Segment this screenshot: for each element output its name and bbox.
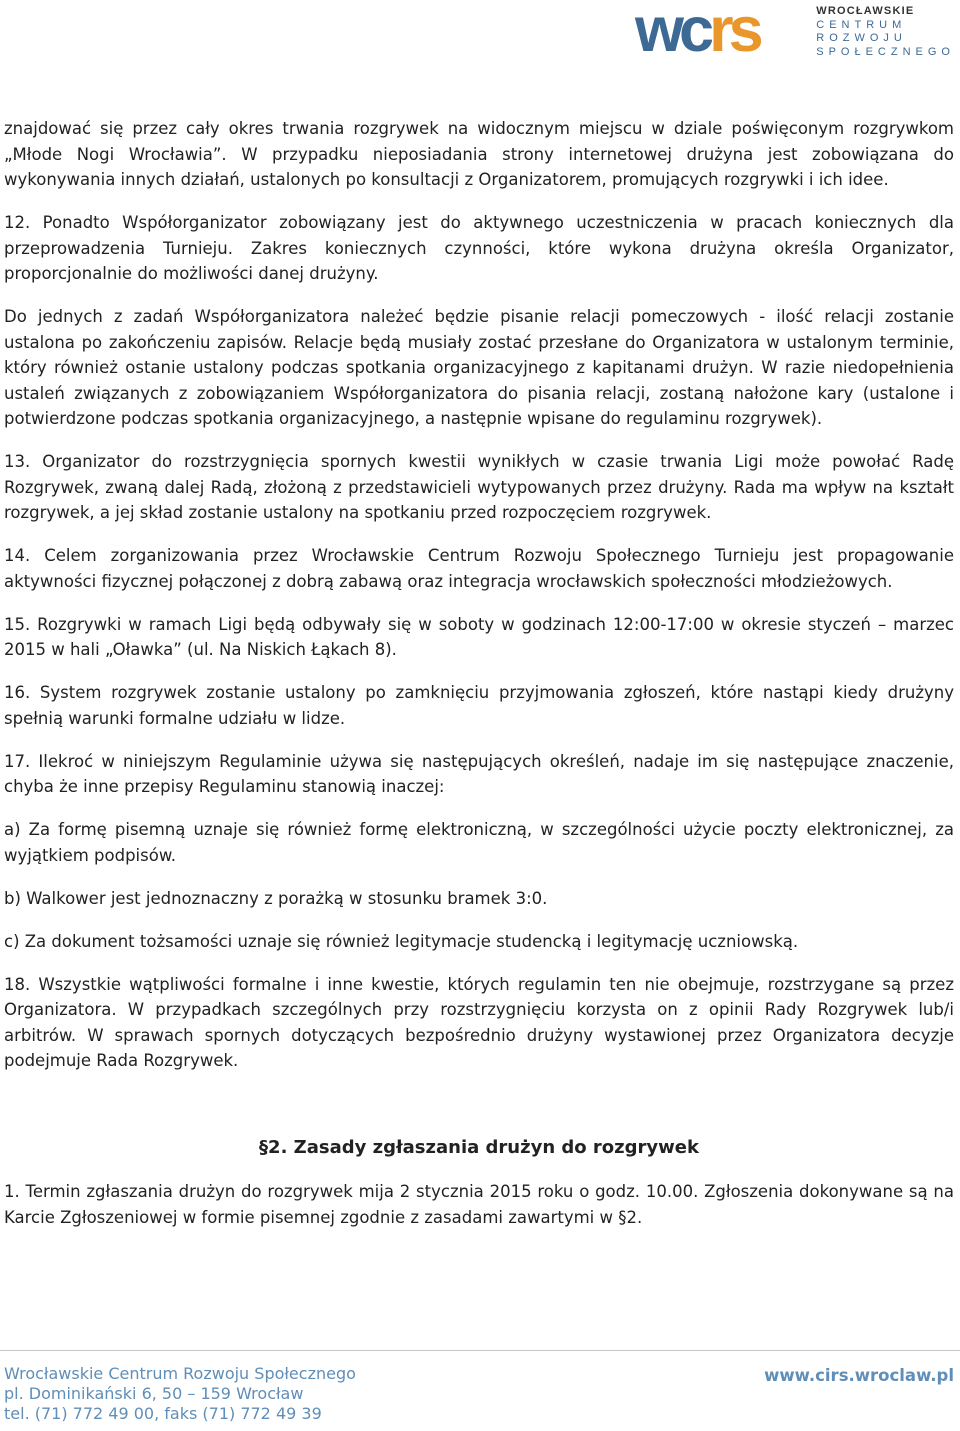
paragraph-14: 14. Celem zorganizowania przez Wrocławskie Centrum Rozwoju Społecznego Turnieju jest propagowanie aktywności fizycznej połączonej z dobrą zabawą oraz integracja wrocławskich społeczności młodzieżowych. xyxy=(4,546,954,591)
paragraph-16: 16. System rozgrywek zostanie ustalony po zamknięciu przyjmowania zgłoszeń, które nastąpi kiedy drużyny spełnią warunki formalne udziału w lidze. xyxy=(4,683,954,728)
paragraph-18: 18. Wszystkie wątpliwości formalne i inne kwestie, których regulamin ten nie obejmuje, rozstrzygane są przez Organizatora. W przypadkach szczególnych przy rozstrzygnięciu korzysta on z opinii Rady Rozgrywek lub/i arbitrów. W sprawach spornych dotyczących bezpośrednio drużyny wystawionej przez Organizatora decyzje podejmuje Rada Rozgrywek. xyxy=(4,974,954,1070)
logo-letter-s: s xyxy=(728,0,759,65)
section-title: §2. Zasady zgłaszania drużyn do rozgrywek xyxy=(259,1136,699,1158)
logo-tagline xyxy=(816,5,955,59)
paragraph-17: 17. Ilekroć w niniejszym Regulaminie używa się następujących określeń, nadaje im się następujące znaczenie, chyba że inne przepisy Regulaminu stanowią inaczej: xyxy=(4,751,954,796)
logo-letter-c: c xyxy=(679,0,710,65)
paragraph-17a: a) Za formę pisemną uznaje się również formę elektroniczną, w szczególności użycie poczty elektronicznej, za wyjątkiem podpisów. xyxy=(4,820,954,865)
logo-line-1: WROCŁAWSKIE xyxy=(816,5,915,17)
paragraph-17b: b) Walkower jest jednoznaczny z porażką w stosunku bramek 3:0. xyxy=(4,888,548,908)
paragraph-12: 12. Ponadto Współorganizator zobowiązany jest do aktywnego uczestniczenia w pracach koniecznych dla przeprowadzenia Turnieju. Zakres koniecznych czynności, które wykona drużyna określa Organizator, proporcjonalnie do możliwości danej drużyny. xyxy=(4,213,954,283)
logo-line-3: ROZWOJU xyxy=(816,32,907,44)
logo-line-2: CENTRUM xyxy=(816,18,907,31)
footer-address: pl. Dominikański 6, 50 – 159 Wrocław xyxy=(4,1384,304,1403)
paragraph-15: 15. Rozgrywki w ramach Ligi będą odbywały się w soboty w godzinach 12:00-17:00 w okresie styczeń – marzec 2015 w hali „Oławka” (ul. Na Niskich Łąkach 8). xyxy=(4,614,954,659)
footer-divider xyxy=(0,1350,960,1351)
footer-org-name: Wrocławskie Centrum Rozwoju Społecznego xyxy=(4,1364,356,1383)
footer-website-link[interactable]: www.cirs.wroclaw.pl xyxy=(764,1366,954,1385)
section-paragraph-1: 1. Termin zgłaszania drużyn do rozgrywek mija 2 stycznia 2015 roku o godz. 10.00. Zgłoszenia dokonywane są na Karcie Zgłoszeniowej w formie pisemnej zgodnie z zasadami zawartymi w §2. xyxy=(4,1182,954,1227)
footer-phone: tel. (71) 772 49 00, faks (71) 772 49 39 xyxy=(4,1404,322,1423)
wcrs-logo xyxy=(635,0,955,65)
paragraph-intro: znajdować się przez cały okres trwania rozgrywek na widocznym miejscu w dziale poświęconym rozgrywkom „Młode Nogi Wrocławia”. W przypadku nieposiadania strony internetowej drużyna jest zobowiązana do wykonywania innych działań, ustalonych po konsultacji z Organizatorem, promujących rozgrywki i ich idee. xyxy=(4,119,954,189)
logo-letter-r: r xyxy=(709,0,729,65)
logo-line-4: SPOŁECZNEGO xyxy=(816,45,955,58)
paragraph-12-relations: Do jednych z zadań Współorganizatora należeć będzie pisanie relacji pomeczowych - ilość relacji zostanie ustalona po zakończeniu zapisów. Relacje będą musiały zostać przesłane do Organizatora w ustalonym terminie, który również ostanie ustalony podczas spotkania organizacyjnego z kapitanami drużyn. W razie niedopełnienia ustaleń związanych z zobowiązaniem Współorganizatora do pisania relacji, zostaną nałożone kary (ustalone i potwierdzone podczas spotkania organizacyjnego, a następnie wpisane do regulaminu rozgrywek). xyxy=(4,307,954,428)
paragraph-13: 13. Organizator do rozstrzygnięcia spornych kwestii wynikłych w czasie trwania Ligi może powołać Radę Rozgrywek, zwaną dalej Radą, złożoną z przedstawicieli wytypowanych przez drużyny. Rada ma wpływ na kształt rozgrywek, a jej skład zostanie ustalony na spotkaniu przed rozpoczęciem rozgrywek. xyxy=(4,452,954,522)
paragraph-17c: c) Za dokument tożsamości uznaje się również legitymacje studencką i legitymację uczniowską. xyxy=(4,931,799,951)
document-body xyxy=(4,116,954,1248)
logo-wordmark xyxy=(635,0,808,65)
logo-letter-w: w xyxy=(635,0,680,65)
footer-contact xyxy=(4,1364,356,1424)
